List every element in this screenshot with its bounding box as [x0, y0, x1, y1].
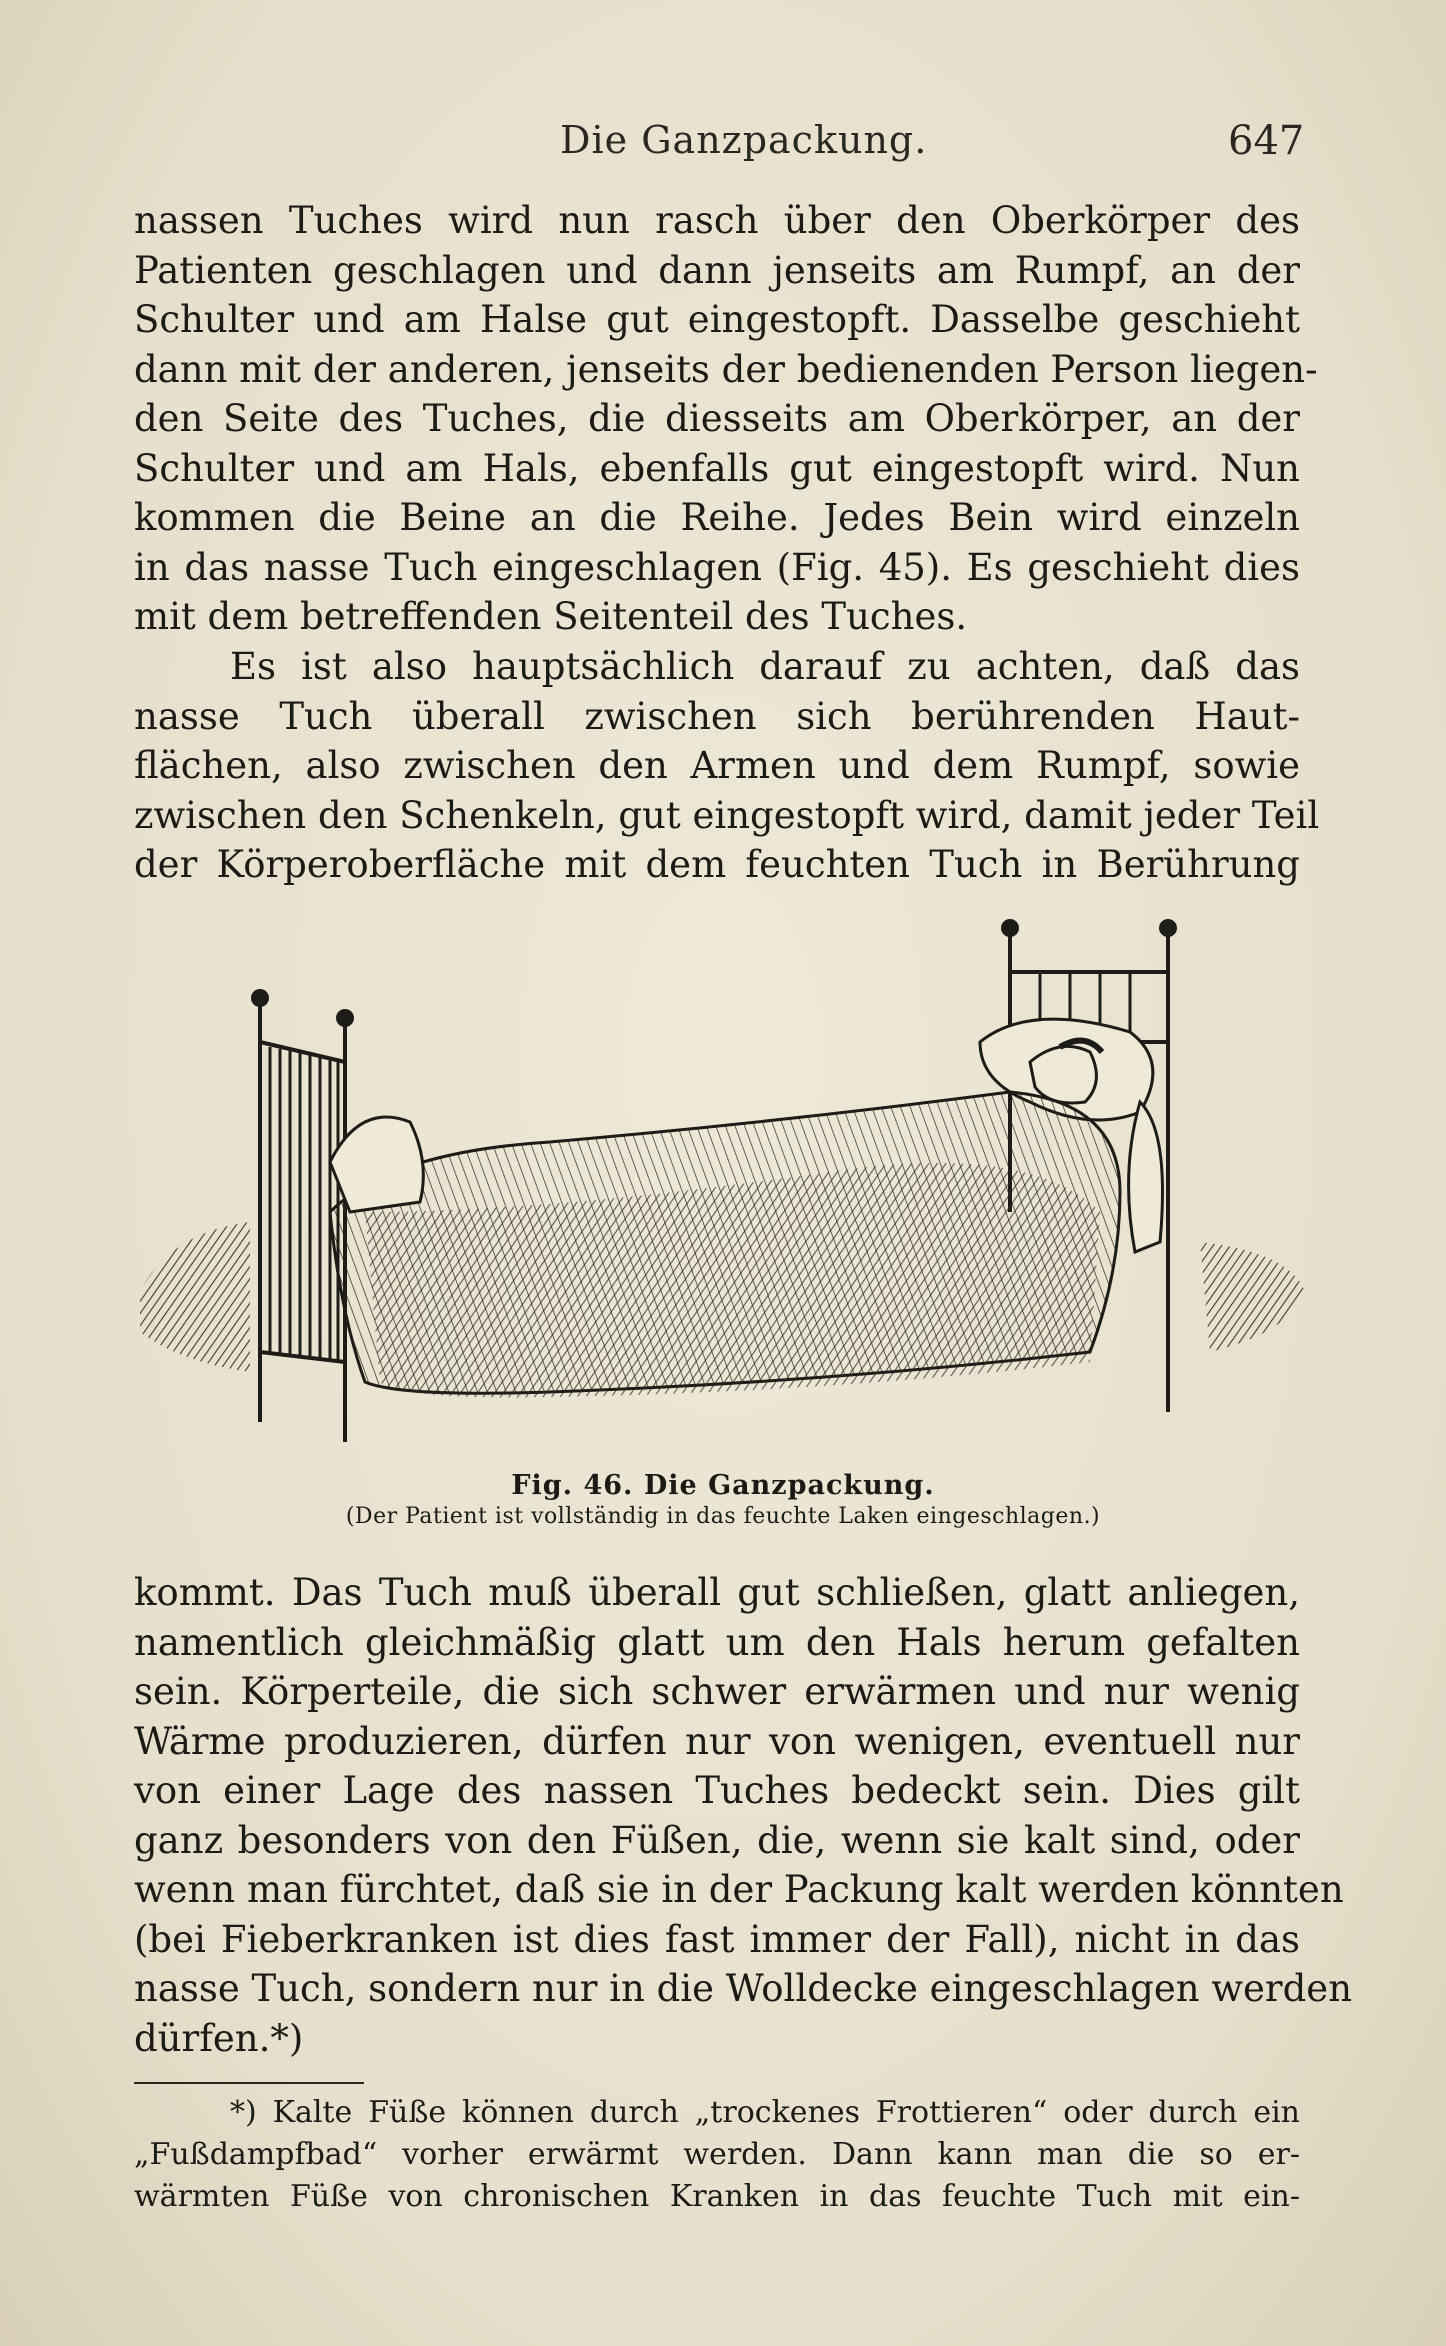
text-line: (bei Fieberkranken ist dies fast immer der Fall), nicht in das: [134, 1917, 1300, 1961]
text-line: kommt. Das Tuch muß überall gut schließen, glatt anliegen,: [134, 1571, 1300, 1614]
figure-caption-title: Fig. 46. Die Ganzpackung.: [511, 1470, 935, 1501]
text-line: nasse Tuch überall zwischen sich berührenden Haut-: [134, 694, 1300, 738]
text-line: von einer Lage des nassen Tuches bedeckt sein. Dies gilt: [134, 1769, 1300, 1812]
text-line: sein. Körperteile, die sich schwer erwärmen und nur wenig: [134, 1670, 1300, 1713]
bed-engraving: [130, 912, 1310, 1472]
footnote-line: wärmten Füße von chronischen Kranken in das feuchte Tuch mit ein-: [134, 2179, 1300, 2214]
text-line: Patienten geschlagen und dann jenseits am Rumpf, an der: [134, 248, 1300, 292]
text-line: ganz besonders von den Füßen, die, wenn sie kalt sind, oder: [134, 1818, 1300, 1862]
figure-bed-illustration: [130, 912, 1310, 1472]
text-line: namentlich gleichmäßig glatt um den Hals herum gefalten: [134, 1620, 1300, 1664]
text-line: Schulter und am Halse gut eingestopft. Dasselbe geschieht: [134, 298, 1300, 341]
footnote: [134, 2092, 1300, 2218]
text-line: Schulter und am Hals, ebenfalls gut eingestopft wird. Nun: [134, 446, 1300, 490]
paragraph-1: [134, 196, 1318, 642]
text-line: dürfen.*): [134, 2016, 304, 2060]
footnote-divider: [134, 2082, 364, 2084]
text-line: nassen Tuches wird nun rasch über den Oberkörper des: [134, 199, 1300, 242]
text-line: den Seite des Tuches, die diesseits am Oberkörper, an der: [134, 397, 1300, 440]
text-line: in das nasse Tuch eingeschlagen (Fig. 45). Es geschieht dies: [134, 545, 1300, 589]
text-line: Wärme produzieren, dürfen nur von wenigen, eventuell nur: [134, 1719, 1300, 1763]
text-line: kommen die Beine an die Reihe. Jedes Bein wird einzeln: [134, 496, 1300, 539]
text-line: zwischen den Schenkeln, gut eingestopft wird, damit jeder Teil: [134, 793, 1320, 837]
figure-caption-subtitle: (Der Patient ist vollständig in das feuchte Laken eingeschlagen.): [345, 1504, 1101, 1529]
text-line: mit dem betreffenden Seitenteil des Tuches.: [134, 595, 968, 638]
paragraph-3: [134, 1568, 1353, 2063]
page-number: 647: [1228, 118, 1305, 164]
running-head: Die Ganzpackung.: [560, 118, 928, 162]
footnote-line: „Fußdampfbad“ vorher erwärmt werden. Dann kann man die so er-: [134, 2137, 1300, 2172]
text-line: flächen, also zwischen den Armen und dem Rumpf, sowie: [134, 744, 1300, 787]
paragraph-2: [134, 642, 1320, 890]
footnote-line: *) Kalte Füße können durch „trockenes Frottieren“ oder durch ein: [230, 2095, 1300, 2130]
text-line: dann mit der anderen, jenseits der bedienenden Person liegen-: [134, 347, 1318, 391]
text-line: der Körperoberfläche mit dem feuchten Tuch in Berührung: [134, 843, 1300, 886]
text-line: nasse Tuch, sondern nur in die Wolldecke eingeschlagen werden: [134, 1967, 1353, 2010]
text-line: wenn man fürchtet, daß sie in der Packung kalt werden könnten: [134, 1868, 1344, 1911]
text-line: Es ist also hauptsächlich darauf zu achten, daß das: [230, 645, 1300, 688]
